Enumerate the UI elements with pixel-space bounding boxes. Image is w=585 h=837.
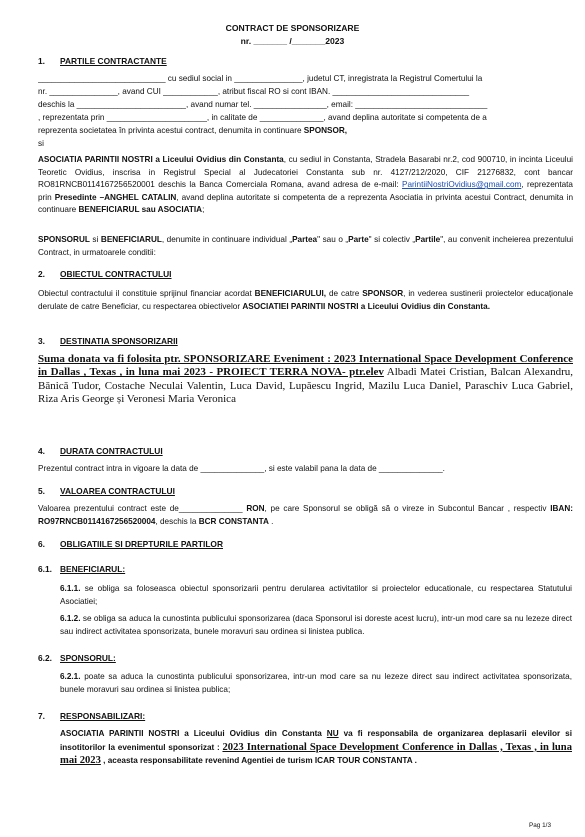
clause-6-1-1: 6.1.1. se obliga sa foloseasca obiectul sponsorizarii pentru derularea activitatilor si proiectelor educationale, cu respectarea Statutului Asociatiei; (60, 584, 572, 606)
parties-definition-paragraph: SPONSORUL si BENEFICIARUL, denumite in continuare individual „Partea" sau o „Parte" si colectiv „Partile", au convenit incheierea prezentului Contract, in urmatoarele conditii: (38, 235, 574, 257)
section-1-heading: 1. PARTILE CONTRACTANTE (38, 56, 167, 66)
section-7-heading: 7. RESPONSABILIZARI: (38, 711, 146, 721)
section-3-heading: 3. DESTINATIA SPONSORIZARII (38, 336, 178, 346)
beneficiary-subheading: 6.1. BENEFICIARUL: (38, 564, 126, 574)
section-4-heading: 4. DURATA CONTRACTULUI (38, 446, 163, 456)
responsibility-paragraph: ASOCIATIA PARINTII NOSTRI a Liceului Ovidius din Constanta NU va fi responsabila de organizarea deplasarii elevilor si insotitorilor la evenimentul sponsorizat : 2023 International Space Development Conference in Dallas , Texas , in luna mai 2023 , aceasta responsabilitate revenind Agentiei de turism ICAR TOUR CONSTANTA . (60, 729, 572, 767)
section-5-heading: 5. VALOAREA CONTRACTULUI (38, 486, 175, 496)
sponsor-subheading: 6.2. SPONSORUL: (38, 653, 116, 663)
section-2-heading: 2. OBIECTUL CONTRACTULUI (38, 269, 172, 279)
association-paragraph: ASOCIATIA PARINTII NOSTRI a Liceului Ovidius din Constanta, cu sediul in Constanta, Stradela Basarabi nr.2, cod 900710, in incinta Liceului Teoretic Ovidius, inscrisa in Registrul Special al Judecatoriei Constanta sub nr. 4127/212/2020, CIF 21276832, cont bancar RO81RNCB0114167256520001 deschis la Banca Comerciala Romana, avand adresa de e-mail: ParintiiNostriOvidius@gmail.com, reprezentata prin Presedinte –ANGHEL CATALIN, avand deplina autoritate si competenta de a reprezenta Asociatia in privinta acestui Contract, denumita in continuare BENEFICIARUL sau ASOCIATIA; (38, 155, 574, 215)
party-line-1: ____________________________ cu sediul social in _______________, judetul CT, inregistrata la Registrul Comertului la (38, 74, 483, 83)
association-email-link[interactable]: ParintiiNostriOvidius@gmail.com (402, 180, 522, 190)
contract-number: nr. _______ /_______2023 (240, 36, 345, 46)
party-line-3: deschis la ________________________, avand numar tel. ________________, email: _____________________________ (38, 100, 488, 109)
object-paragraph: Obiectul contractului il constituie sprijinul financiar acordat BENEFICIARULUI, de catre SPONSOR, in vederea sustinerii proiectelor educaționale derulate de catre Beneficiar, cu respectarea obiectivelor ASOCIATIEI PARINTII NOSTRI a Liceului Ovidius din Constanta. (38, 289, 573, 311)
page-number: Pag 1/3 (528, 822, 551, 829)
contract-title: CONTRACT DE SPONSORIZARE (225, 23, 360, 33)
clause-6-1-2: 6.1.2. se obliga sa aduca la cunostinta publicului sponsorizarea (daca Sponsorul isi doreste acest lucru), intr-un mod care sa nu lezeze direct sau indirect activitatea sponsorizata, bunele moravuri sau ordinea si linistea publica. (60, 614, 572, 636)
value-paragraph: Valoarea prezentului contract este de______________ RON, pe care Sponsorul se obligă să o vireze in Subcontul Bancar , respectiv IBAN: RO97RNCB0114167256520004, deschis la BCR CONSTANTA . (38, 504, 573, 526)
party-line-4: , reprezentata prin ______________________, in calitate de ______________, avand deplina autoritate si competenta de a (38, 113, 487, 122)
party-line-2: nr. _______________, avand CUI ____________, atribut fiscal RO si cont IBAN. ______________________________ (38, 87, 470, 96)
destination-paragraph: Suma donata va fi folosita ptr. SPONSORIZARE Eveniment : 2023 International Space Development Conference in Dallas , Texas , in luna mai 2023 - PROIECT TERRA NOVA- ptr.elev Albadi Matei Cristian, Balcan Alexandru, Bănică Tudor, Costache Neculai Valentin, Luca David, Lupăescu Ingrid, Mazilu Luca Daniel, Paraschiv Luca Gabriel, Riza Aris George și Veronesi Maria Veronica (38, 353, 573, 406)
party-line-5: reprezenta societatea în privinta acestui contract, denumita in continuare SPONSOR, (38, 126, 348, 135)
section-6-heading: 6. OBLIGATIILE SI DREPTURILE PARTILOR (38, 539, 223, 549)
duration-text: Prezentul contract intra in vigoare la data de ______________, si este valabil pana la data de ______________. (38, 464, 445, 473)
clause-6-2-1: 6.2.1. poate sa aduca la cunostinta publicului sponsorizarea, intr-un mod care sa nu lezeze direct sau indirect activitatea sponsorizata, bunele moravuri sau ordinea si linistea publica; (60, 672, 572, 694)
and-conjunction: si (38, 139, 44, 148)
